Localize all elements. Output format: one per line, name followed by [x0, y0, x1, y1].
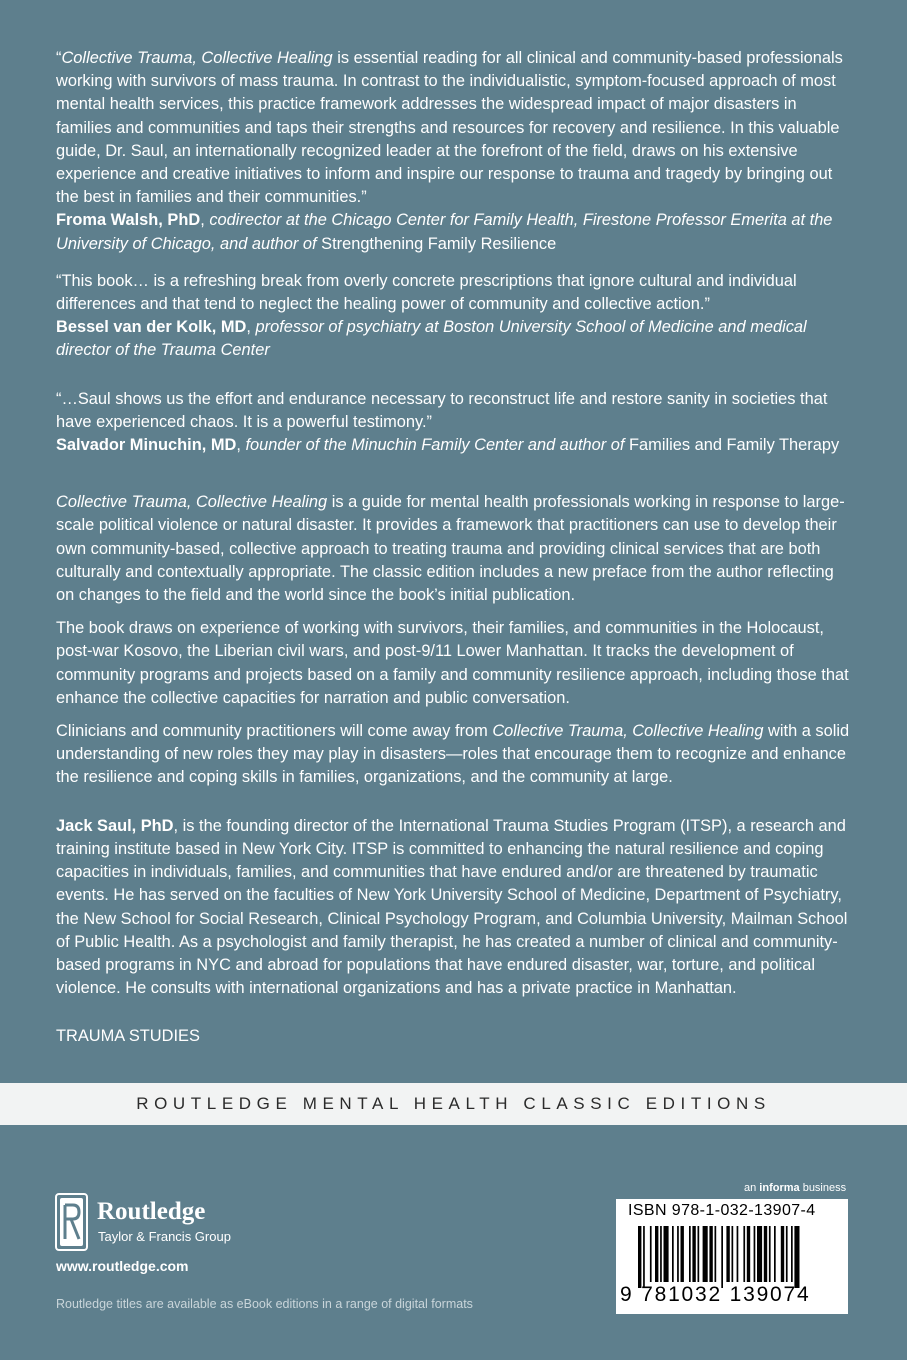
barcode-bar [660, 1226, 662, 1282]
barcode-bar [703, 1226, 708, 1282]
barcode-bar [781, 1226, 784, 1282]
informa-prefix: an [744, 1182, 760, 1194]
description-paragraph: The book draws on experience of working with survivors, their families, and communities in the Holocaust, post-war Kosovo, the Liberian civil wars, and post-9/11 Lower Manhattan. It tracks the development of community programs and projects based on a family and community resilience approach, including those that enhance the collective capacities for narration and public conversation. [56, 619, 849, 707]
series-band: ROUTLEDGE MENTAL HEALTH CLASSIC EDITIONS [0, 1083, 907, 1125]
endorsement-quote: “…Saul shows us the effort and endurance necessary to reconstruct life and restore sanity in societies that have experienced chaos. It is a powerful testimony.” [56, 389, 828, 431]
quote-mark: “ [56, 49, 62, 67]
endorser-affiliation: founder of the Minuchin Family Center and author of [245, 436, 625, 455]
isbn-barcode-box [616, 1199, 848, 1314]
informa-suffix: business [799, 1182, 847, 1194]
barcode-bar [726, 1226, 729, 1282]
barcode-bar [721, 1226, 723, 1288]
ebook-note: Routledge titles are available as eBook editions in a range of digital formats [56, 1297, 473, 1311]
barcode-bar [747, 1226, 750, 1282]
endorser-book: Strengthening Family Resilience [321, 234, 557, 253]
barcode-bar [650, 1226, 652, 1282]
barcode-bar [681, 1226, 684, 1282]
category-label: TRAUMA STUDIES [56, 1027, 200, 1046]
routledge-mark-icon [55, 1193, 88, 1251]
barcode-bar [769, 1226, 771, 1282]
back-cover-text [56, 47, 856, 1049]
author-bio-text: , is the founding director of the International Trauma Studies Program (ITSP), a research and training institute based in New York City. ITSP is committed to enhancing the natural resilience and coping capacities in individuals, families, and communities that have endured and/or are threatened by traumatic events. He has served on the faculties of New York University School of Medicine, Department of Psychiatry, the New School for Social Research, Clinical Psychology Program, and Columbia University, Mailman School of Public Health. As a psychologist and family therapist, he has created a number of clinical and community-based programs in NYC and abroad for populations that have endured disaster, war, torture, and political violence. He consults with international organizations and has a private practice in Manhattan. [56, 816, 848, 998]
book-title: Collective Trauma, Collective Healing [56, 493, 328, 512]
endorsement-quote [56, 47, 856, 209]
quote-text: is essential reading for all clinical and community-based professionals working with survivors of mass trauma. In contrast to the individualistic, symptom-focused approach of most mental health services, this practice framework addresses the widespread impact of major disasters in families and communities and taps their strengths and resources for recovery and resilience. In this valuable guide, Dr. Saul, an internationally recognized leader at the forefront of the field, draws on his extensive experience and creative initiatives to inform and inspire our response to trauma and tragedy by bringing out the best in families and their communities.” [56, 49, 843, 207]
endorser-affiliation: codirector at the Chicago Center for Family Health, Firestone Professor Emerita at the University of Chicago, and author of [56, 211, 833, 253]
barcode-bar [737, 1226, 739, 1282]
isbn-label: ISBN 978-1-032-13907-4 [628, 1202, 816, 1219]
book-title: Collective Trauma, Collective Healing [492, 722, 764, 741]
barcode-bar [643, 1226, 645, 1288]
description-paragraph [56, 720, 856, 790]
barcode-bar [743, 1226, 745, 1282]
publisher-group: Taylor & Francis Group [98, 1229, 231, 1244]
description-text: is a guide for mental health professionals working in response to large-scale political violence or natural disaster. It provides a framework that practitioners can use to develop their own community-based, collective approach to treating trauma and providing clinical services that are both culturally and contextually appropriate. The classic edition includes a new preface from the author reflecting on changes to the field and the world since the book’s initial publication. [56, 493, 845, 605]
barcode-bar [791, 1226, 793, 1282]
barcode-bar [774, 1226, 776, 1282]
barcode-bar [672, 1226, 674, 1282]
barcode-bar [698, 1226, 700, 1282]
endorsement-attribution: Salvador Minuchin, MD, founder of the Minuchin Family Center and author of Families and Family Therapy [56, 436, 840, 455]
barcode-bar [689, 1226, 691, 1282]
barcode-bar [655, 1226, 658, 1282]
barcode-bar [692, 1226, 695, 1282]
author-name: Jack Saul, PhD [56, 816, 174, 835]
endorser-name: Bessel van der Kolk, MD [56, 318, 247, 337]
barcode-bar [764, 1226, 767, 1282]
endorser-name: Salvador Minuchin, MD [56, 436, 237, 455]
barcode-icon [638, 1226, 838, 1288]
description-text: Clinicians and community practitioners will come away from [56, 722, 493, 741]
barcode-bar [786, 1226, 788, 1282]
informa-brand: informa [759, 1182, 800, 1194]
barcode-bar [709, 1226, 712, 1282]
publisher-url[interactable]: www.routledge.com [56, 1258, 189, 1274]
author-bio [56, 815, 856, 1001]
description-paragraph [56, 491, 856, 607]
book-title: Collective Trauma, Collective Healing [61, 49, 333, 67]
informa-tagline [744, 1182, 846, 1194]
endorsement-quote: “This book… is a refreshing break from overly concrete prescriptions that ignore cultural and individual differences and that tend to neglect the healing power of community and collective action.” [56, 271, 797, 314]
barcode-digits: 9 781032 139074 [620, 1283, 811, 1306]
barcode-bar [754, 1226, 756, 1282]
barcode-bar [664, 1226, 669, 1282]
barcode-bar [638, 1226, 641, 1288]
barcode-bar [757, 1226, 762, 1282]
publisher-name: Routledge [97, 1198, 206, 1225]
description-text: with a solid understanding of new roles they may play in disasters—roles that encourage them to recognize and enhance the resilience and coping skills in families, organizations, and the community at large. [56, 722, 850, 787]
barcode-bar [715, 1226, 717, 1282]
barcode-bar [677, 1226, 679, 1282]
endorser-book: Families and Family Therapy [629, 436, 840, 455]
endorser-name: Froma Walsh, PhD [56, 211, 201, 230]
endorser-affiliation: professor of psychiatry at Boston University School of Medicine and medical director of the Trauma Center [56, 318, 807, 360]
barcode-bar [794, 1226, 799, 1288]
barcode-bar [732, 1226, 734, 1282]
endorsement-attribution: Bessel van der Kolk, MD, professor of psychiatry at Boston University School of Medicine and medical director of the Trauma Center [56, 318, 807, 360]
endorsement-attribution: Froma Walsh, PhD, codirector at the Chicago Center for Family Health, Firestone Professor Emerita at the University of Chicago, and author of Strengthening Family Resilience [56, 211, 833, 253]
